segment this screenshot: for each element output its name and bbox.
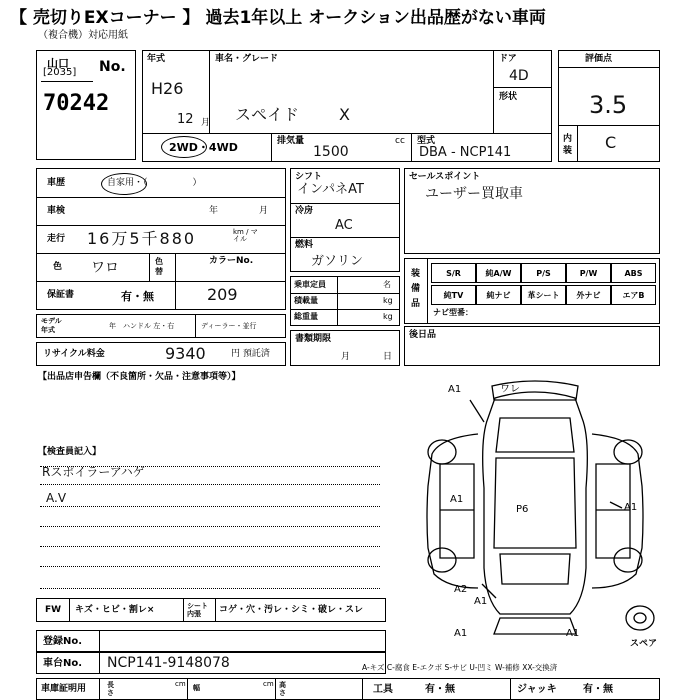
ac-label: 冷房 (295, 206, 314, 216)
color-value: ワロ (91, 260, 119, 276)
model-value-display: DBA - NCP141 (419, 145, 512, 160)
equipment-cell: ABS (611, 263, 656, 283)
diagram-note-a1-rear-right: A1 (566, 628, 580, 639)
equipment-cell: 革シート (521, 285, 566, 305)
warranty-options: 有・無 (121, 290, 154, 303)
year-label: 年式 (147, 54, 166, 64)
ac-value: AC (335, 218, 353, 233)
gross-unit: kg (383, 312, 393, 321)
equipment-cell: エアB (611, 285, 656, 305)
grade-value: X (339, 105, 350, 124)
doc-deadline-month: 月 (341, 352, 351, 362)
diagram-note-p6: P6 (516, 504, 529, 515)
history-box (36, 168, 286, 310)
cert-width-unit: cm (263, 680, 274, 688)
inspector-note-1: Rスポイラーアハゲ (42, 465, 145, 479)
diagram-note-a1-front: A1 (448, 384, 462, 395)
model-year-label: モデル年式 (41, 317, 62, 334)
interior-label: 内装 (563, 134, 573, 156)
doc-deadline-label: 書類期限 (295, 334, 332, 344)
equipment-cell: P/S (521, 263, 566, 283)
fuel-value: ガソリン (311, 254, 364, 269)
diagram-note-a1-rear-left: A1 (454, 628, 468, 639)
inspection-month: 月 (259, 206, 269, 216)
inspection-year: 年 (209, 206, 219, 216)
mileage-unit: km / マイル (233, 228, 258, 243)
equipment-box (404, 258, 660, 324)
damage-legend: A-キズ C-腐食 E-エクボ S-サビ U-凹ミ W-補修 XX-交換済 (362, 663, 558, 672)
fw-options: キズ・ヒビ・割レ× (75, 605, 155, 615)
fuel-label: 燃料 (295, 240, 314, 250)
diagram-note-a1-right: A1 (624, 502, 638, 513)
spare-label: スペア (630, 639, 658, 649)
navi-model-label: ナビ型番： (433, 308, 473, 317)
diagram-note-a2: A2 (454, 584, 468, 595)
history-options: 自家用・（ ） (107, 178, 202, 188)
displacement-value: 1500 (313, 144, 349, 160)
color-no-label: カラーNo. (209, 256, 254, 266)
jack-options: 有・無 (583, 684, 613, 695)
equipment-cell: S/R (431, 263, 476, 283)
fw-label: FW (45, 605, 62, 615)
inspector-label: 【検査員記入】 (38, 447, 102, 457)
lot-number-box (36, 50, 136, 160)
garage-cert-label: 車庫証明用 (41, 684, 87, 694)
drive-options: 2WD・4WD (169, 141, 238, 154)
door-value: 4D (509, 68, 529, 84)
diagram-note-a1-left: A1 (450, 494, 464, 505)
inspection-label: 車検 (47, 206, 66, 216)
mileage-value: 16万5千880 (87, 229, 197, 248)
chassis-value: NCP141-9148078 (107, 655, 230, 671)
interior-value: C (605, 133, 617, 152)
lot-number: 70242 (43, 91, 110, 116)
registration-row (36, 630, 386, 652)
equipment-cell: P/W (566, 263, 611, 283)
month-value: 12 (177, 112, 194, 127)
cert-height-label: 高さ (279, 681, 286, 697)
registration-label: 登録No. (43, 636, 83, 647)
vehicle-info-box (142, 50, 552, 162)
after-items-box (404, 326, 660, 366)
lot-code: [2035] (43, 67, 77, 78)
seat-label: シート内張 (187, 602, 208, 618)
jack-label: ジャッキ (517, 684, 557, 695)
diagram-note-crack: ワレ (500, 384, 520, 395)
name-label: 車名・グレード (215, 54, 279, 64)
drive-selected-circle (161, 136, 207, 158)
warranty-label: 保証書 (47, 290, 75, 300)
lot-region: 山口 (47, 57, 69, 70)
shift-box (290, 168, 400, 272)
after-items-label: 後日品 (409, 330, 437, 340)
score-label: 評価点 (585, 54, 613, 64)
sales-point-box (404, 168, 660, 254)
document-deadline-box (290, 330, 400, 366)
tools-label: 工具 (373, 684, 393, 695)
doc-deadline-day: 日 (383, 352, 393, 362)
tools-options: 有・無 (425, 684, 455, 695)
inspector-note-2: A.V (46, 491, 67, 505)
recycle-label: リサイクル料金 (43, 349, 105, 359)
chassis-row (36, 652, 386, 674)
recycle-unit: 円 預託済 (231, 349, 270, 359)
color-no-value: 209 (207, 285, 238, 304)
shift-value: インパネAT (297, 182, 364, 197)
seat-options: コゲ・穴・汚レ・シミ・破レ・スレ (219, 605, 364, 615)
equipment-label: 装備品 (411, 269, 421, 309)
history-selected-circle (101, 173, 147, 195)
mileage-label: 走行 (47, 234, 66, 244)
jack-row (510, 678, 660, 700)
cert-length-label: 長さ (107, 681, 114, 697)
handle-label: ハンドル 左・右 (123, 322, 175, 330)
displacement-unit: cc (395, 136, 405, 146)
car-damage-diagram (400, 378, 670, 640)
score-value: 3.5 (589, 91, 628, 119)
tools-row (362, 678, 512, 700)
recycle-value: 9340 (165, 344, 206, 363)
cert-width-label: 幅 (193, 684, 200, 692)
color-label: 色 (53, 262, 63, 272)
sales-point-label: セールスポイント (409, 172, 481, 182)
chassis-label: 車台No. (43, 658, 83, 669)
lot-no-label: No. (99, 59, 126, 75)
model-year-row (36, 314, 286, 338)
score-box (558, 50, 660, 162)
equipment-cell: 純A/W (476, 263, 521, 283)
shape-label: 形状 (499, 92, 518, 102)
fw-seat-row (36, 598, 386, 622)
sales-point-value: ユーザー買取車 (425, 186, 523, 202)
recycle-row (36, 342, 286, 366)
history-label: 車歴 (47, 178, 66, 188)
capacity-unit: 名 (383, 280, 391, 289)
declaration-label: 【出品店申告欄（不良箇所・欠品・注意事項等）】 (38, 372, 241, 382)
door-label: ドア (499, 54, 517, 64)
equipment-cell: 純ナビ (476, 285, 521, 305)
equipment-cell: 純TV (431, 285, 476, 305)
load-label: 積載量 (294, 296, 318, 305)
dealer-label: ディーラー・並行 (201, 322, 257, 330)
month-unit: 月 (201, 118, 211, 128)
year-value: H26 (151, 79, 184, 98)
capacity-box (290, 276, 400, 326)
form-subtitle: （複合機）対応用紙 (38, 30, 128, 41)
capacity-label: 乗車定員 (294, 280, 326, 289)
shift-label: シフト (295, 172, 323, 182)
color-change-label: 色替 (155, 257, 163, 276)
page-title: 【 売切りEXコーナー 】 過去1年以上 オークション出品歴がない車両 (10, 8, 546, 28)
name-value: スペイド (235, 105, 300, 124)
gross-label: 総重量 (294, 312, 318, 321)
model-label: 型式 (417, 136, 436, 146)
diagram-note-a1-rear: A1 (474, 596, 488, 607)
load-unit: kg (383, 296, 393, 305)
model-year-unit: 年 (109, 322, 116, 330)
cert-length-unit: cm (175, 680, 186, 688)
displacement-label: 排気量 (277, 136, 305, 146)
equipment-cell: 外ナビ (566, 285, 611, 305)
garage-cert-row (36, 678, 386, 700)
